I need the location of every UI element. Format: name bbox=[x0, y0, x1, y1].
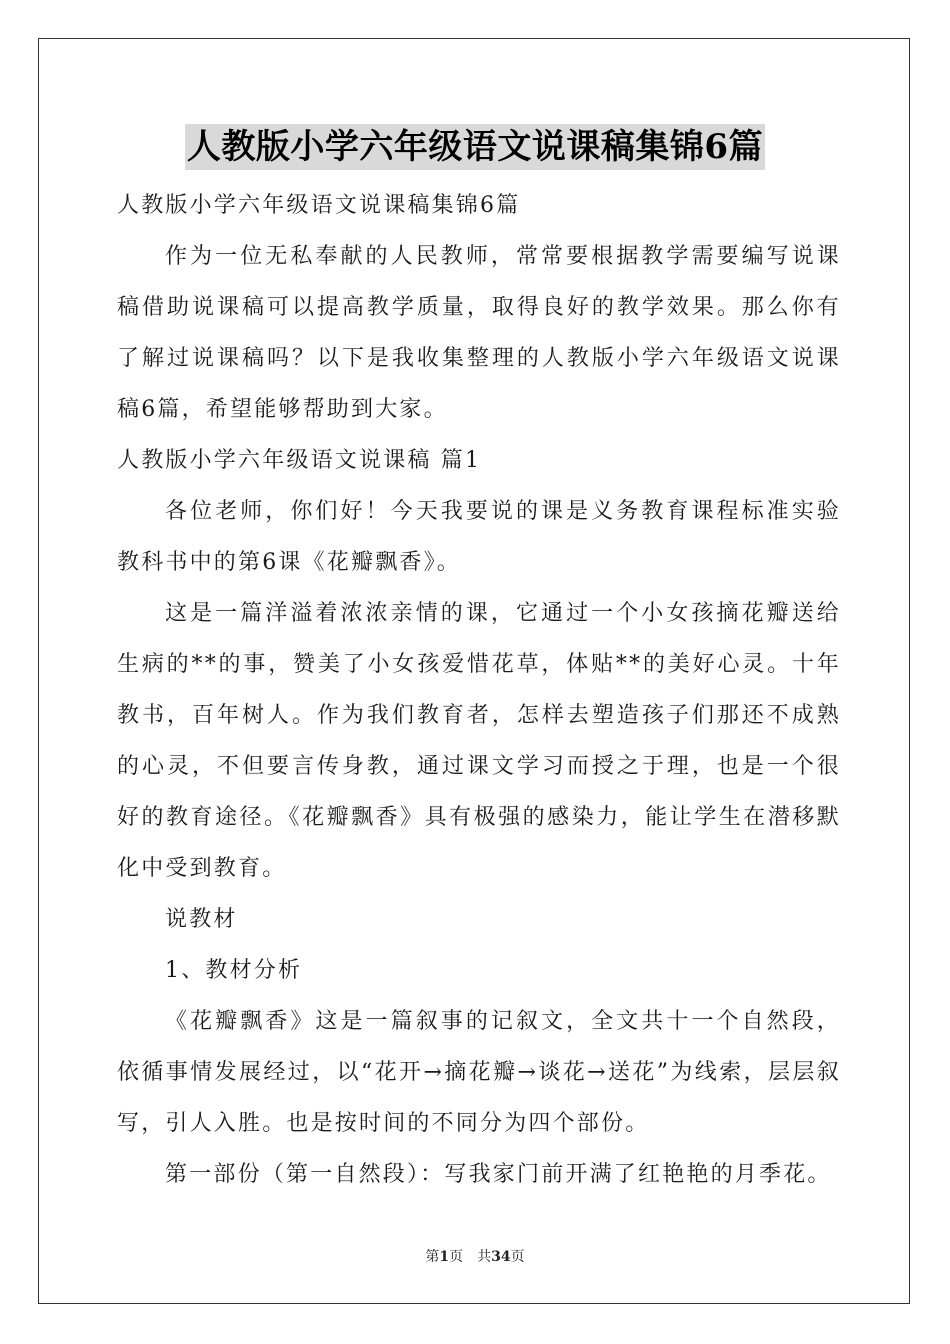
subheading-textbook: 说教材 bbox=[165, 907, 238, 932]
page-footer bbox=[0, 1246, 950, 1266]
document-title: 人教版小学六年级语文说课稿集锦6篇 bbox=[185, 124, 765, 170]
footer-total-pages: 34 bbox=[491, 1249, 511, 1265]
footer-page-suffix: 页 bbox=[449, 1249, 464, 1265]
footer-current-page: 1 bbox=[439, 1249, 450, 1265]
paragraph-overview: 这是一篇洋溢着浓浓亲情的课，它通过一个小女孩摘花瓣送给生病的**的事，赞美了小女孩爱惜花草，体贴**的美好心灵。十年教书，百年树人。作为我们教育者，怎样去塑造孩子们那还不成熟的心灵，不但要言传身教，通过课文学习而授之于理，也是一个很好的教育途径。《花瓣飘香》具有极强的感染力，能让学生在潜移默化中受到教育。 bbox=[117, 601, 841, 881]
paragraph-part-one: 第一部份（第一自然段）：写我家门前开满了红艳艳的月季花。 bbox=[165, 1162, 832, 1187]
section-heading: 人教版小学六年级语文说课稿 篇1 bbox=[117, 448, 482, 473]
paragraph-intro: 作为一位无私奉献的人民教师，常常要根据教学需要编写说课稿借助说课稿可以提高教学质量，取得良好的教学效果。那么你有了解过说课稿吗？以下是我收集整理的人教版小学六年级语文说课稿6篇，希望能够帮助到大家。 bbox=[117, 244, 841, 422]
document-body bbox=[117, 180, 841, 1200]
title-container bbox=[0, 124, 950, 170]
paragraph-greeting: 各位老师，你们好！今天我要说的课是义务教育课程标准实验教科书中的第6课《花瓣飘香》。 bbox=[117, 499, 841, 575]
footer-total-suffix: 页 bbox=[510, 1249, 525, 1265]
paragraph-subtitle: 人教版小学六年级语文说课稿集锦6篇 bbox=[117, 193, 521, 218]
paragraph-analysis: 《花瓣飘香》这是一篇叙事的记叙文，全文共十一个自然段，依循事情发展经过，以“花开→摘花瓣→谈花→送花”为线索，层层叙写，引人入胜。也是按时间的不同分为四个部份。 bbox=[117, 1009, 841, 1136]
subheading-analysis: 1、教材分析 bbox=[165, 958, 303, 983]
footer-total-prefix: 共 bbox=[477, 1249, 492, 1265]
footer-page-prefix: 第 bbox=[425, 1249, 440, 1265]
